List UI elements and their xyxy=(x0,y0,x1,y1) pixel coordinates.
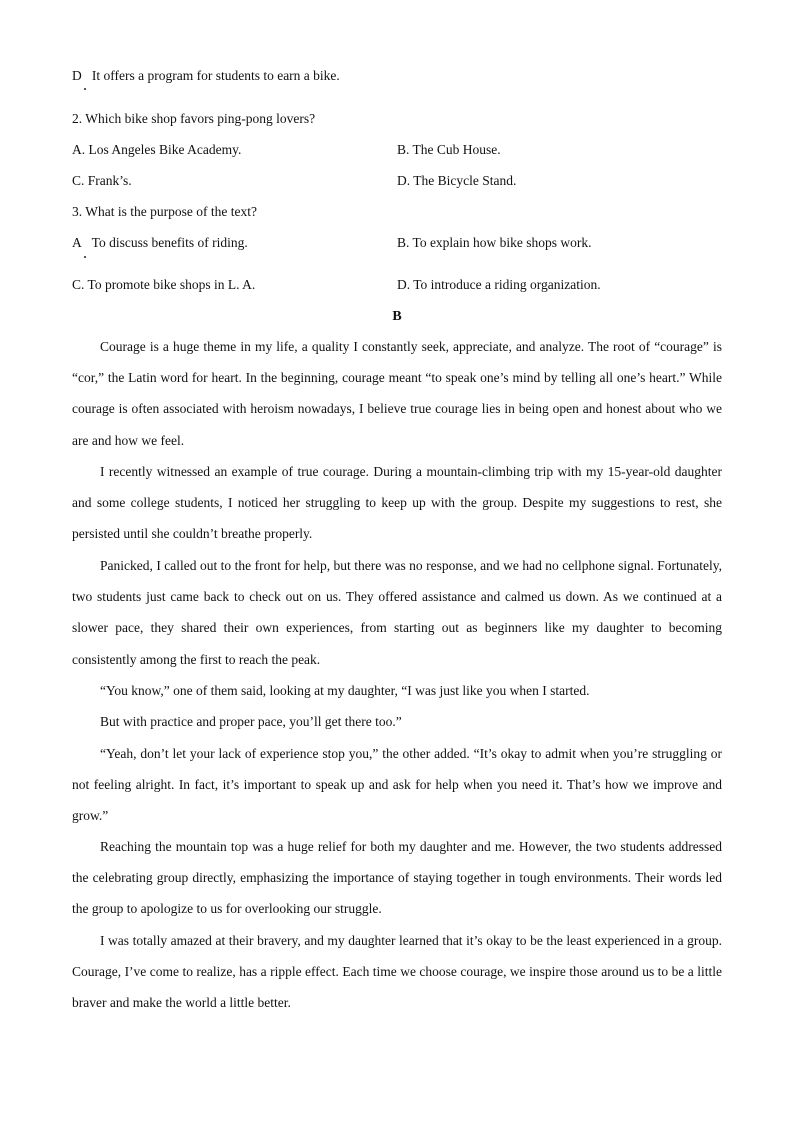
passage-title: B xyxy=(392,309,402,324)
question-3-option-b: B. To explain how bike shops work. xyxy=(397,235,592,250)
dot-mark xyxy=(84,256,86,258)
paragraph-6: “Yeah, don’t let your lack of experience stop you,” the other added. “It’s okay to admit when you’re struggling or not feeling alright. In fact, it’s important to speak up and ask for help when you need it. That’s how we improve and grow.” xyxy=(72,746,722,824)
prev-question-option-d xyxy=(72,67,340,85)
question-2-option-a: A. Los Angeles Bike Academy. xyxy=(72,142,242,157)
question-3-option-c: C. To promote bike shops in L. A. xyxy=(72,277,256,292)
question-2-option-d: D. The Bicycle Stand. xyxy=(397,173,517,188)
paragraph-5: But with practice and proper pace, you’ll get there too.” xyxy=(100,714,402,729)
option-letter: A xyxy=(72,235,82,250)
dot-mark xyxy=(84,88,86,90)
option-text: It offers a program for students to earn a bike. xyxy=(91,68,340,83)
paragraph-1: Courage is a huge theme in my life, a quality I constantly seek, appreciate, and analyze. The root of “courage” is “cor,” the Latin word for heart. In the beginning, courage meant “to speak one’s mind by telling all one’s heart.” While courage is often associated with heroism nowadays, I believe true courage lies in being open and honest about who we are and how we feel. xyxy=(72,339,722,448)
question-3-option-a xyxy=(72,234,248,252)
option-text: To discuss benefits of riding. xyxy=(91,235,248,250)
paragraph-2: I recently witnessed an example of true courage. During a mountain-climbing trip with my 15-year-old daughter and some college students, I noticed her struggling to keep up with the group. Despite my suggestions to rest, she persisted until she couldn’t breathe properly. xyxy=(72,464,722,542)
question-2-option-b: B. The Cub House. xyxy=(397,142,501,157)
paragraph-8: I was totally amazed at their bravery, and my daughter learned that it’s okay to be the least experienced in a group. Courage, I’ve come to realize, has a ripple effect. Each time we choose courage, we inspire those around us to be a little braver and make the world a little better. xyxy=(72,933,722,1011)
paragraph-7: Reaching the mountain top was a huge relief for both my daughter and me. However, the two students addressed the celebrating group directly, emphasizing the importance of staying together in tough environments. Their words led the group to apologize to us for overlooking our struggle. xyxy=(72,839,722,917)
paragraph-4: “You know,” one of them said, looking at my daughter, “I was just like you when I started. xyxy=(100,683,590,698)
question-2-stem: 2. Which bike shop favors ping-pong lovers? xyxy=(72,111,316,126)
question-3-stem: 3. What is the purpose of the text? xyxy=(72,204,257,219)
question-2-option-c: C. Frank’s. xyxy=(72,173,132,188)
option-letter: D xyxy=(72,68,82,83)
paragraph-3: Panicked, I called out to the front for help, but there was no response, and we had no cellphone signal. Fortunately, two students just came back to check out on us. They offered assistance and calmed us down. As we continued at a slower pace, they shared their own experiences, from starting out as beginners like my daughter to becoming consistently among the first to reach the peak. xyxy=(72,558,722,667)
question-3-option-d: D. To introduce a riding organization. xyxy=(397,277,601,292)
